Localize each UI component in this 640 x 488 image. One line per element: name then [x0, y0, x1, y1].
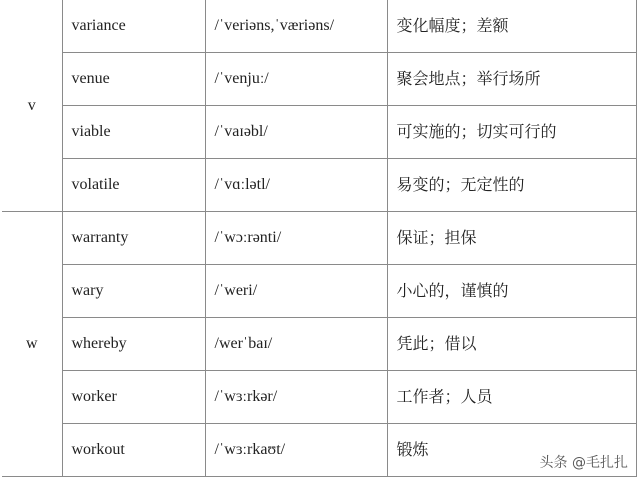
word-cell: volatile: [62, 159, 205, 212]
phonetic-cell: /ˈwɜːrkər/: [205, 371, 387, 424]
word-cell: warranty: [62, 212, 205, 265]
meaning-cell: 可实施的；切实可行的: [387, 106, 636, 159]
meaning-cell: 保证；担保: [387, 212, 636, 265]
table-row: [2, 53, 636, 106]
word-cell: venue: [62, 53, 205, 106]
word-cell: workout: [62, 424, 205, 477]
meaning-cell: 聚会地点；举行场所: [387, 53, 636, 106]
table-row: [2, 371, 636, 424]
letter-group-label: w: [2, 212, 62, 477]
word-cell: whereby: [62, 318, 205, 371]
vocabulary-table: [2, 0, 637, 477]
table-row: [2, 159, 636, 212]
meaning-cell: 变化幅度；差额: [387, 0, 636, 53]
source-watermark: 头条 @毛扎扎: [539, 455, 628, 471]
meaning-cell: 小心的，谨慎的: [387, 265, 636, 318]
letter-group-label: v: [2, 0, 62, 212]
table-row: [2, 212, 636, 265]
meaning-cell: 凭此；借以: [387, 318, 636, 371]
table-row: [2, 106, 636, 159]
phonetic-cell: /ˈvaɪəbl/: [205, 106, 387, 159]
table-row: [2, 0, 636, 53]
phonetic-cell: /ˈvɑːlətl/: [205, 159, 387, 212]
phonetic-cell: /werˈbaɪ/: [205, 318, 387, 371]
word-cell: viable: [62, 106, 205, 159]
word-cell: variance: [62, 0, 205, 53]
phonetic-cell: /ˈvenjuː/: [205, 53, 387, 106]
phonetic-cell: /ˈweri/: [205, 265, 387, 318]
vocabulary-table-body: [2, 0, 636, 477]
phonetic-cell: /ˈwɔːrənti/: [205, 212, 387, 265]
meaning-cell: 工作者；人员: [387, 371, 636, 424]
phonetic-cell: /ˈwɜːrkaʊt/: [205, 424, 387, 477]
meaning-cell: 易变的；无定性的: [387, 159, 636, 212]
table-row: [2, 265, 636, 318]
meaning-cell: 锻炼: [387, 424, 636, 477]
word-cell: wary: [62, 265, 205, 318]
phonetic-cell: /ˈveriəns,ˈværiəns/: [205, 0, 387, 53]
word-cell: worker: [62, 371, 205, 424]
table-row: [2, 318, 636, 371]
